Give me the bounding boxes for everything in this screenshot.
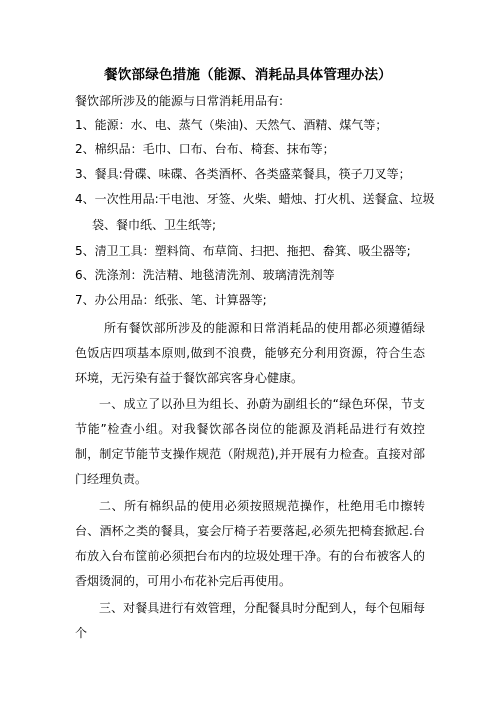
list-item: 3、餐具:骨碟、味碟、各类酒杯、各类盛菜餐具，筷子刀叉等； — [75, 167, 411, 181]
list-item: 1、能源：水、电、蒸气（柴油)、天然气、酒精、煤气等； — [75, 118, 388, 132]
intro-line: 餐饮部所涉及的能源与日常消耗用品有: — [75, 94, 284, 108]
document-title: 餐饮部绿色措施（能源、消耗品具体管理办法） — [104, 67, 392, 83]
body-paragraph: 一、成立了以孙旦为组长、孙蔚为副组长的“绿色环保，节支节能”检查小组。对我餐饮部各岗位的能源及消耗品进行有效控制，制定节能节支操作规范（附规范),并开展有力检查。直接对部门经理负责。 — [75, 397, 425, 486]
list-item: 4、一次性用品:干电池、牙签、火柴、蜡烛、打火机、送餐盒、垃圾 — [75, 192, 435, 206]
list-item: 7、办公用品：纸张、笔、计算器等; — [75, 293, 267, 307]
list-item: 5、清卫工具：塑料筒、布草筒、扫把、拖把、畚箕、吸尘器等; — [75, 244, 411, 258]
list-item-continuation: 袋、餐巾纸、卫生纸等; — [92, 218, 217, 232]
list-item: 6、洗涤剂：洗洁精、地毯清洗剂、玻璃清洗剂等 — [75, 268, 335, 282]
list-item: 2、棉织品：毛巾、口布、台布、椅套、抹布等； — [75, 142, 335, 156]
body-paragraph: 三、对餐具进行有效管理，分配餐具时分配到人，每个包厢每个 — [75, 601, 425, 640]
body-paragraph: 二、所有棉织品的使用必须按照规范操作，杜绝用毛巾擦转台、酒杯之类的餐具，宴会厅椅子若要落起,必须先把椅套掀起.台布放入台布筐前必须把台布内的垃圾处理干净。有的台布被客人的香烟烫洞的，可用小布花补完后再使用。 — [75, 499, 425, 588]
body-paragraph: 所有餐饮部所涉及的能源和日常消耗品的使用都必须遵循绿色饭店四项基本原则,做到不浪费，能够充分利用资源，符合生态环境，无污染有益于餐饮部宾客身心健康。 — [75, 321, 425, 385]
